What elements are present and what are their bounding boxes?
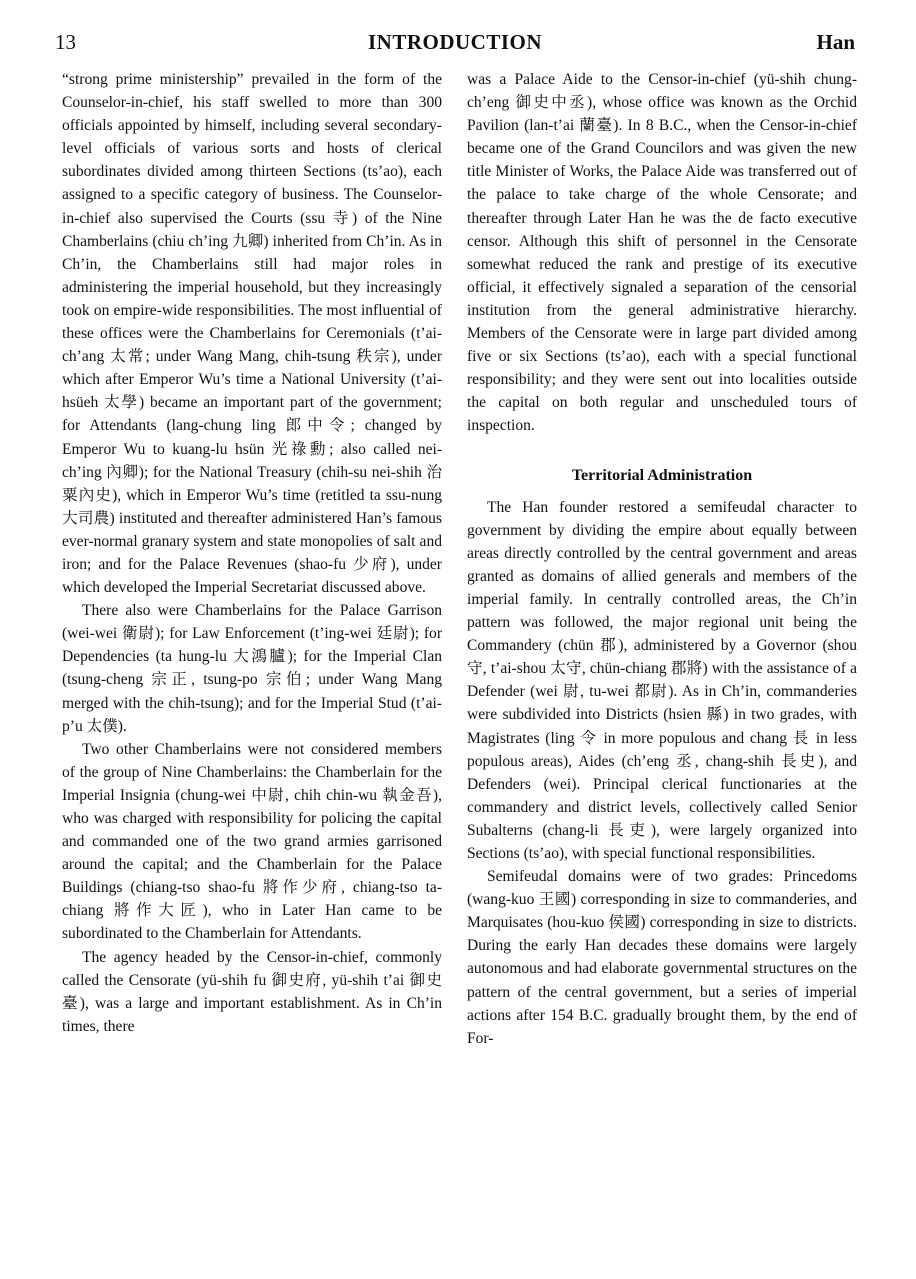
right-column xyxy=(467,68,857,1050)
paragraph: The Han founder restored a semifeudal character to government by dividing the empire about equally between areas directly controlled by the central government and areas granted as domains of allied generals and members of the imperial family. In centrally controlled areas, the Ch’in pattern was followed, the major regional unit being the Commandery (chün 郡), administered by a Governor (shou 守, t’ai-shou 太守, chün-chiang 郡將) with the assistance of a Defender (wei 尉, tu-wei 都尉). As in Ch’in, commanderies were subdivided into Districts (hsien 縣) in two grades, with Magistrates (ling 令 in more populous and chang 長 in less populous areas), Aides (ch’eng 丞, chang-shih 長史), and Defenders (wei). Principal clerical functionaries at the commandery and district levels, collectively called Senior Subalterns (chang-li 長吏), were largely organized into Sections (ts’ao), with special functional responsibilities. xyxy=(467,498,857,862)
section-name: Han xyxy=(816,30,855,54)
left-column xyxy=(62,68,442,1038)
paragraph: “strong prime ministership” prevailed in the form of the Counselor-in-chief, his staff swelled to more than 300 officials appointed by himself, including several secondary-level officials of various sorts and hosts of clerical subordinates divided among thirteen Sections (ts’ao), each assigned to a specific category of business. The Counselor-in-chief also supervised the Courts (ssu 寺) of the Nine Chamberlains (chiu ch’ing 九卿) inherited from Ch’in. As in Ch’in, the Chamberlains still had major roles in administering the imperial household, but they increasingly took on empire-wide responsibilities. The most influential of these offices were the Chamberlains for Ceremonials (t’ai-ch’ang 太常; under Wang Mang, chih-tsung 秩宗), under which after Emperor Wu’s time a National University (t’ai-hsüeh 太學) became an important part of the government; for Attendants (lang-chung ling 郎中令; changed by Emperor Wu to kuang-lu hsün 光祿勳; also called nei-ch’ing 內卿); for the National Treasury (chih-su nei-shih 治粟內史), which in Emperor Wu’s time (retitled ta ssu-nung 大司農) instituted and thereafter administered Han’s famous ever-normal granary system and state monopolies of salt and iron; and for the Palace Revenues (shao-fu 少府), under which developed the Imperial Secretariat discussed above. xyxy=(62,71,442,597)
running-title: INTRODUCTION xyxy=(367,30,543,54)
paragraph: was a Palace Aide to the Censor-in-chief (yü-shih chung-ch’eng 御史中丞), whose office was known as the Orchid Pavilion (lan-t’ai 蘭臺). In 8 B.C., when the Censor-in-chief became one of the Grand Councilors and was given the new title Minister of Works, the Palace Aide was transferred out of the palace to take charge of the whole Censorate; and thereafter through Later Han he was the de facto executive censor. Although this shift of personnel in the Censorate somewhat reduced the rank and prestige of its executive official, it effectively signaled a separation of the censorial institution from the general administrative hierarchy. Members of the Censorate were in large part divided among five or six Sections (ts’ao), each with a special functional responsibility; and they were sent out into localities outside the capital on both regular and unscheduled tours of inspection. xyxy=(467,71,857,435)
paragraph: There also were Chamberlains for the Palace Garrison (wei-wei 衛尉); for Law Enforcement (t’ing-wei 廷尉); for Dependencies (ta hung-lu 大鴻臚); for the Imperial Clan (tsung-cheng 宗正, tsung-po 宗伯; under Wang Mang merged with the chih-tsung); and for the Imperial Stud (t’ai-p’u 太僕). xyxy=(62,602,442,735)
paragraph: The agency headed by the Censor-in-chief, commonly called the Censorate (yü-shih fu 御史府, yü-shih t’ai 御史臺), was a large and important establishment. As in Ch’in times, there xyxy=(62,948,442,1035)
page-header xyxy=(55,30,855,60)
paragraph: Two other Chamberlains were not considered members of the group of Nine Chamberlains: the Chamberlain for the Imperial Insignia (chung-wei 中尉, chih chin-wu 執金吾), who was charged with responsibility for policing the capital and commanded one of the two grand armies garrisoned around the capital; and the Chamberlain for the Palace Buildings (chiang-tso shao-fu 將作少府, chiang-tso ta-chiang 將作大匠), who in Later Han came to be subordinated to the Chamberlain for Attendants. xyxy=(62,740,442,943)
paragraph: Semifeudal domains were of two grades: Princedoms (wang-kuo 王國) corresponding in size to commanderies, and Marquisates (hou-kuo 侯國) corresponding in size to districts. During the early Han decades these domains were largely autonomous and had elaborate governmental structures on the pattern of the central government, but a series of imperial actions after 154 B.C. gradually brought them, by the end of For- xyxy=(467,868,857,1047)
page-number: 13 xyxy=(55,30,76,54)
section-heading: Territorial Administration xyxy=(571,466,753,484)
